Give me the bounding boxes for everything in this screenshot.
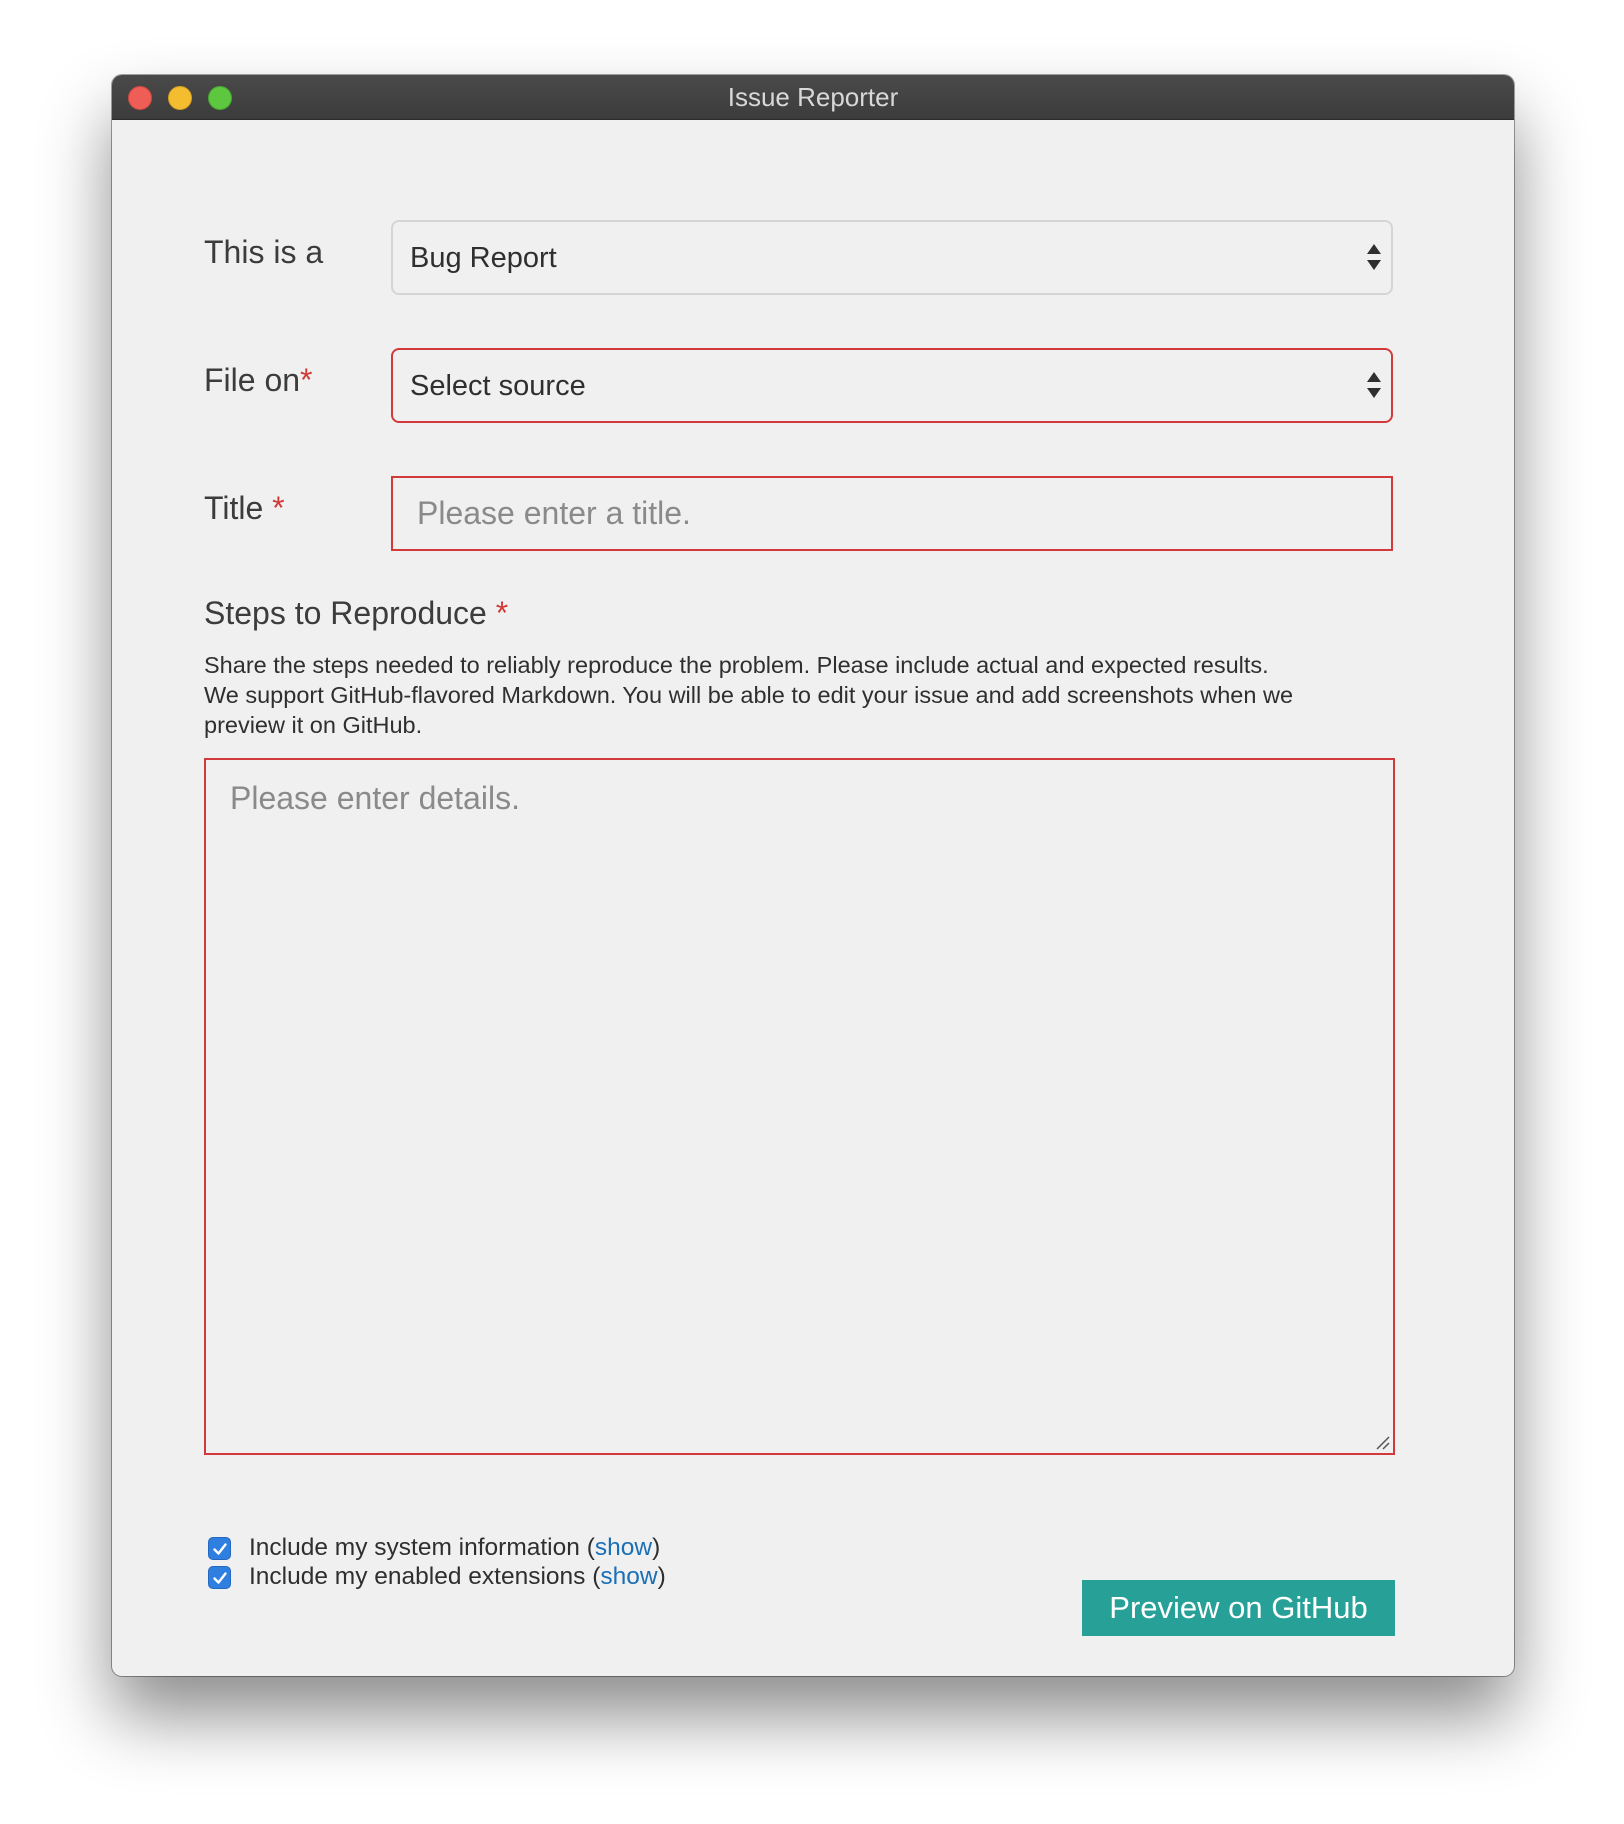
window-title: Issue Reporter <box>727 82 899 112</box>
select-arrows-icon <box>1367 372 1381 402</box>
title-input-placeholder: Please enter a title. <box>417 495 691 531</box>
steps-textarea[interactable] <box>204 758 1395 1455</box>
steps-description-line: preview it on GitHub. <box>204 712 423 738</box>
checkbox-label-text: Include my enabled extensions <box>249 1563 586 1590</box>
issue-type-select[interactable] <box>391 220 1393 295</box>
file-on-label-text: File on <box>204 362 301 398</box>
title-bar[interactable] <box>112 75 1514 120</box>
paren: ) <box>652 1534 661 1561</box>
system-info-checkbox[interactable] <box>208 1537 231 1560</box>
preview-on-github-button[interactable]: Preview on GitHub <box>1082 1580 1395 1636</box>
select-arrows-icon <box>1367 244 1381 274</box>
paren: ) <box>657 1563 666 1590</box>
issue-type-label <box>204 234 323 271</box>
file-on-select[interactable] <box>391 348 1393 423</box>
required-asterisk: * <box>272 490 285 526</box>
issue-reporter-window <box>112 75 1514 1676</box>
resize-grip-icon[interactable] <box>1374 1434 1390 1450</box>
checkmark-icon <box>211 1540 229 1558</box>
checkbox-label-text: Include my system information <box>249 1534 580 1561</box>
steps-description-line: Share the steps needed to reliably reproduce the problem. Please include actual and expected results. <box>204 652 1269 678</box>
file-on-label <box>204 362 313 399</box>
paren: ( <box>586 1534 595 1561</box>
steps-label-text: Steps to Reproduce <box>204 595 487 631</box>
issue-type-selected-value: Bug Report <box>410 242 557 274</box>
title-label <box>204 490 285 527</box>
paren: ( <box>592 1563 601 1590</box>
form-content <box>112 120 1514 1676</box>
required-asterisk: * <box>300 362 313 398</box>
steps-description <box>204 650 1404 740</box>
title-input[interactable] <box>391 476 1393 551</box>
issue-type-label-text: This is a <box>204 234 324 270</box>
steps-label <box>204 595 508 632</box>
extensions-checkbox-label <box>249 1562 666 1592</box>
show-extensions-link[interactable]: show <box>600 1563 658 1590</box>
checkmark-icon <box>211 1569 229 1587</box>
title-label-text: Title <box>204 490 264 526</box>
file-on-selected-value: Select source <box>410 370 586 402</box>
required-asterisk: * <box>495 595 509 631</box>
show-system-info-link[interactable]: show <box>594 1534 653 1561</box>
system-info-checkbox-label <box>249 1533 660 1563</box>
steps-textarea-placeholder: Please enter details. <box>230 780 520 816</box>
extensions-checkbox[interactable] <box>208 1566 231 1589</box>
steps-description-line: We support GitHub-flavored Markdown. You will be able to edit your issue and add screenshots when we <box>204 682 1294 708</box>
